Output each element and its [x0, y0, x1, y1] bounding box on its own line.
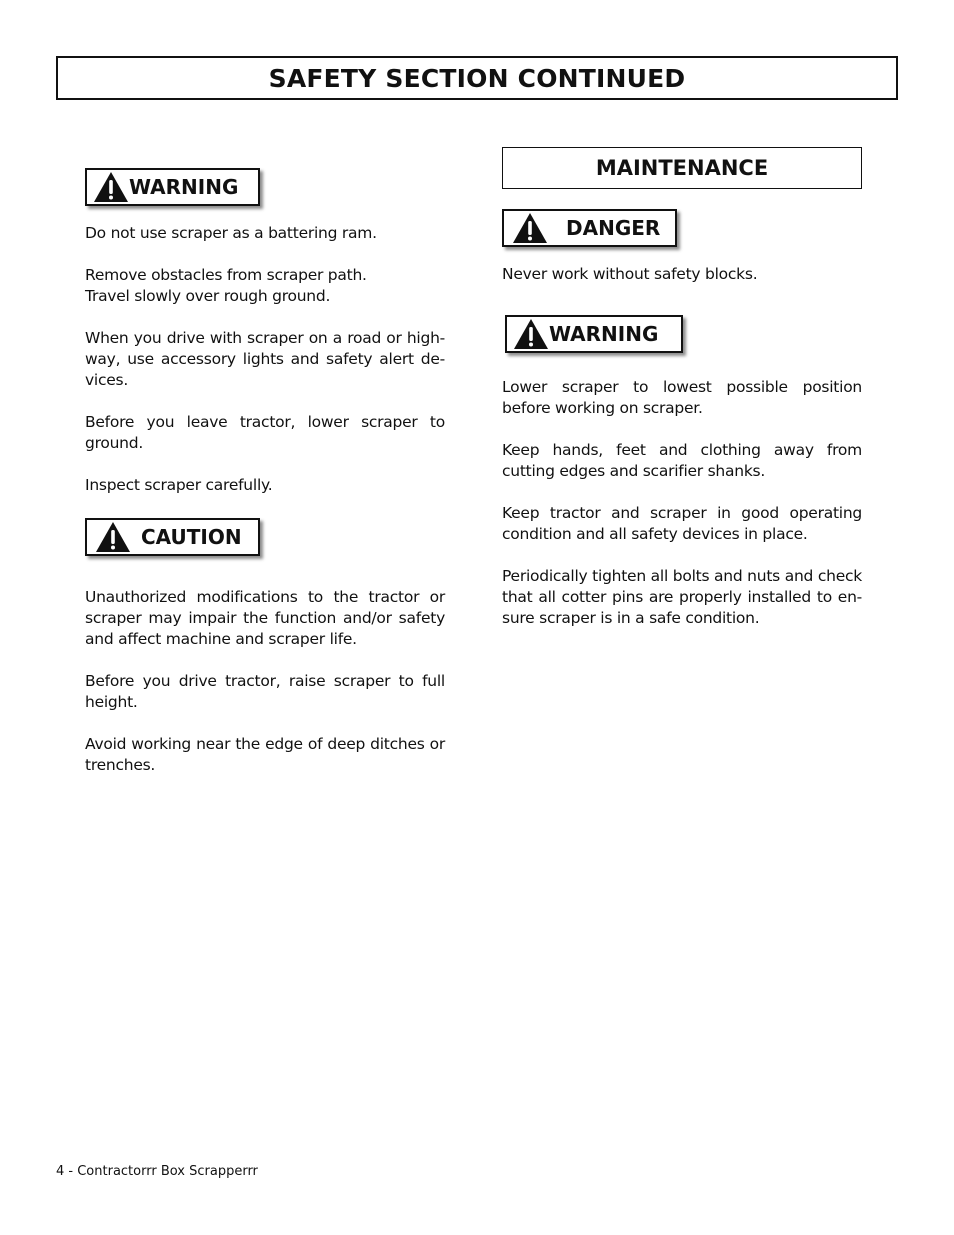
warning-triangle-icon [513, 318, 549, 350]
right-column [502, 147, 862, 629]
warning-text: Periodically tighten all bolts and nuts and check that all cotter pins are properly installed to en-sure scraper is in a safe condition. [502, 567, 862, 627]
warning-sign-right [505, 315, 683, 353]
caution-sign [85, 518, 260, 556]
warning-text: Travel slowly over rough ground. [85, 287, 331, 305]
page-title: SAFETY SECTION CONTINUED [268, 63, 686, 93]
warning-text: Inspect scraper carefully. [85, 476, 273, 494]
danger-sign [502, 209, 677, 247]
caution-text: Before you drive tractor, raise scraper to full height. [85, 672, 445, 711]
warning-label: WARNING [549, 322, 659, 346]
warning-text: Remove obstacles from scraper path. [85, 266, 367, 284]
warning-triangle-icon [93, 171, 129, 203]
danger-text: Never work without safety blocks. [502, 265, 758, 283]
caution-label: CAUTION [141, 525, 242, 549]
danger-label: DANGER [566, 216, 661, 240]
warning-triangle-icon [95, 521, 131, 553]
warning-text: Lower scraper to lowest possible position before working on scraper. [502, 378, 862, 417]
maintenance-title-box [502, 147, 862, 189]
warning-text: Keep hands, feet and clothing away from cutting edges and scarifier shanks. [502, 441, 862, 480]
warning-text: When you drive with scraper on a road or high-way, use accessory lights and safety alert de-vices. [85, 329, 445, 389]
page-footer: 4 - Contractorrr Box Scrapperrr [56, 1164, 258, 1179]
maintenance-title: MAINTENANCE [595, 156, 769, 180]
caution-text: Avoid working near the edge of deep ditches or trenches. [85, 735, 445, 774]
warning-text: Do not use scraper as a battering ram. [85, 224, 377, 242]
warning-sign-left [85, 168, 260, 206]
page-title-box [56, 56, 898, 100]
warning-text: Before you leave tractor, lower scraper to ground. [85, 413, 445, 452]
caution-text: Unauthorized modifications to the tractor or scraper may impair the function and/or safety and affect machine and scraper life. [85, 588, 445, 648]
left-column [85, 168, 445, 776]
warning-triangle-icon [512, 212, 548, 244]
warning-text: Keep tractor and scraper in good operating condition and all safety devices in place. [502, 504, 862, 543]
warning-label: WARNING [129, 175, 239, 199]
